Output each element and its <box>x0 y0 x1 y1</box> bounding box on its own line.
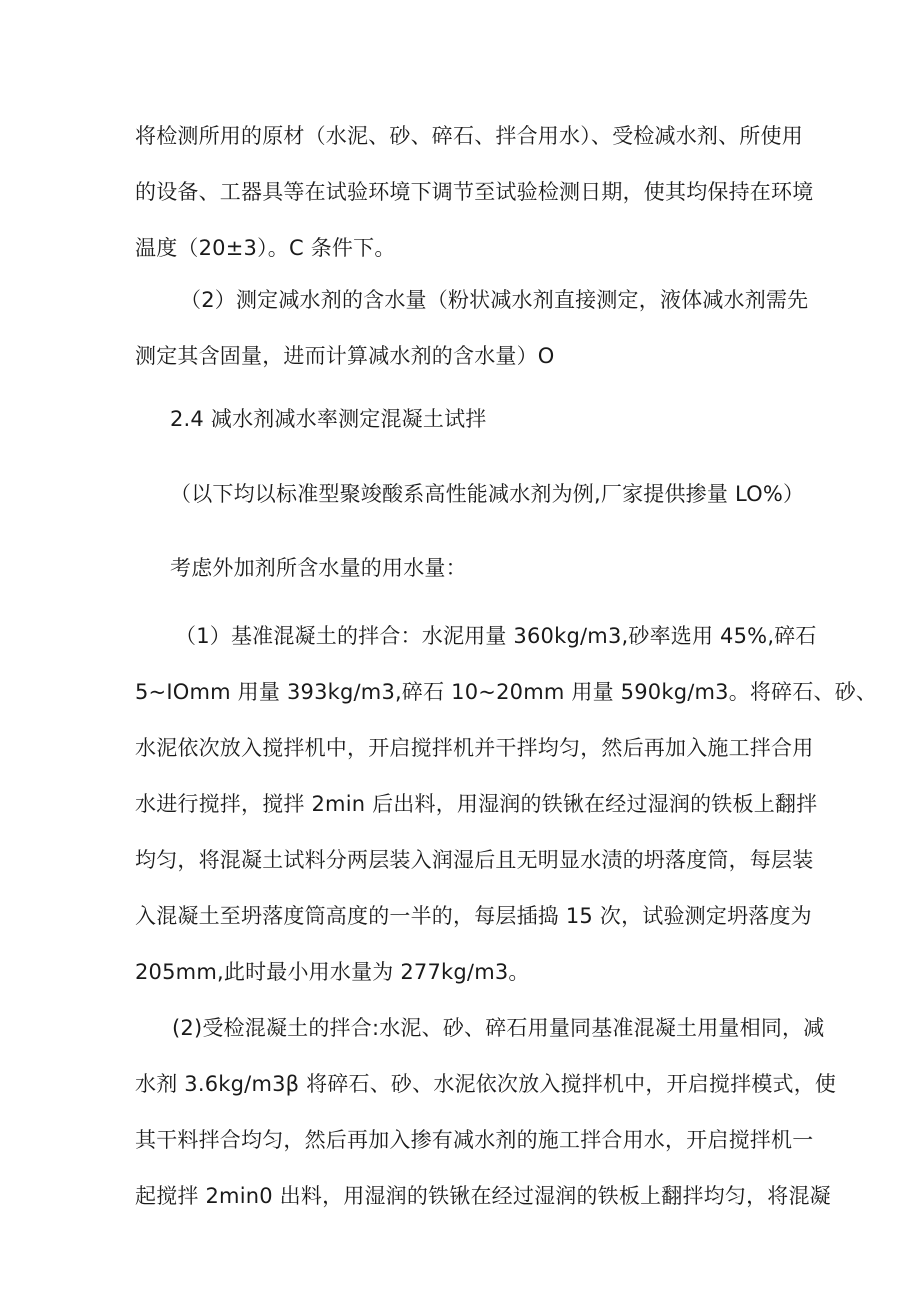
text-line: 5~IOmm 用量 393kg∕m3,碎石 10~20mm 用量 590kg∕m3。将碎石、砂、 <box>135 680 878 704</box>
text-line: 的设备、工器具等在试验环境下调节至试验检测日期，使其均保持在环境 <box>135 180 814 204</box>
paragraph-test-concrete <box>135 1000 837 1224</box>
text-line: 水进行搅拌，搅拌 2min 后出料，用湿润的铁锹在经过湿润的铁板上翻拌 <box>135 792 818 816</box>
paragraph-materials-conditioning <box>135 108 814 276</box>
text-line: （2）测定减水剂的含水量（粉状减水剂直接测定，液体减水剂需先 <box>180 288 809 312</box>
text-line: 入混凝土至坍落度筒高度的一半的，每层插捣 15 次，试验测定坍落度为 <box>135 904 812 928</box>
text-line: 温度（20±3）。C 条件下。 <box>135 236 396 260</box>
paragraph-water-content <box>135 272 840 384</box>
text-line: 均匀，将混凝土试料分两层装入润湿后且无明显水渍的坍落度筒，每层装 <box>135 848 814 872</box>
paragraph-water-consumption <box>170 540 830 596</box>
text-line: 将检测所用的原材（水泥、砂、碎石、拌合用水）、受检减水剂、所使用 <box>135 124 803 148</box>
paragraph-example-note <box>170 466 830 522</box>
text-line: （以下均以标准型聚竣酸系高性能减水剂为例,厂家提供掺量 LO%） <box>170 482 805 506</box>
section-heading-2-4 <box>170 391 830 447</box>
text-line: 水剂 3.6kg/m3β 将碎石、砂、水泥依次放入搅拌机中，开启搅拌模式，使 <box>135 1072 837 1096</box>
text-line: 测定其含固量，进而计算减水剂的含水量）O <box>135 344 555 368</box>
paragraph-reference-concrete <box>135 608 878 1000</box>
text-line: （1）基准混凝土的拌合：水泥用量 360kg∕m3,砂率选用 45%,碎石 <box>175 624 817 648</box>
text-line: 水泥依次放入搅拌机中，开启搅拌机并干拌均匀，然后再加入施工拌合用 <box>135 736 814 760</box>
text-line: (2)受检混凝土的拌合:水泥、砂、碎石用量同基准混凝土用量相同，减 <box>172 1016 825 1040</box>
text-line: 205mm,此时最小用水量为 277kg∕m3。 <box>135 960 530 984</box>
text-line: 其干料拌合均匀，然后再加入掺有减水剂的施工拌合用水，开启搅拌机一 <box>135 1128 814 1152</box>
text-line: 起搅拌 2min0 出料，用湿润的铁锹在经过湿润的铁板上翻拌均匀，将混凝 <box>135 1184 831 1208</box>
text-line: 考虑外加剂所含水量的用水量： <box>170 556 467 580</box>
section-heading: 2.4 减水剂减水率测定混凝土试拌 <box>170 407 487 431</box>
